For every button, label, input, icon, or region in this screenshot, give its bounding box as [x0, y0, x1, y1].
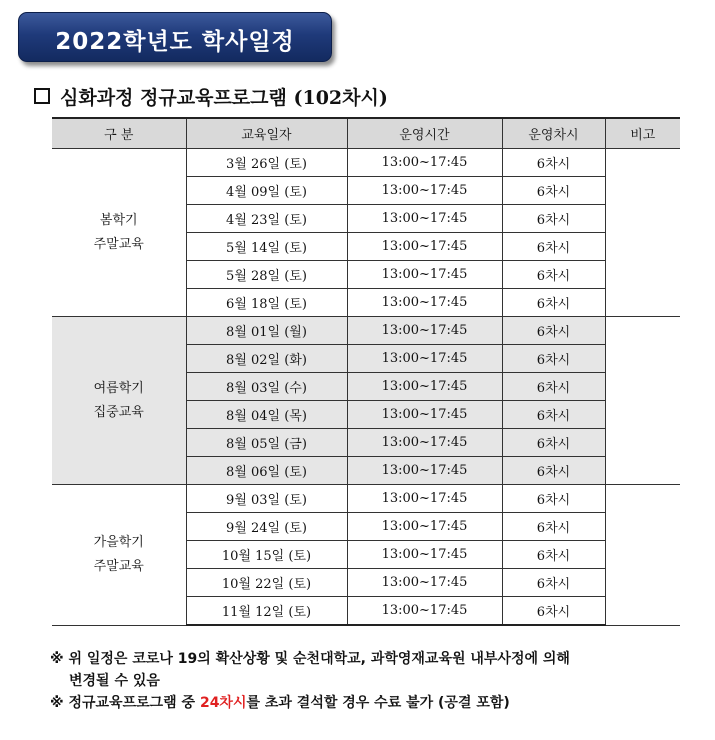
table-row — [52, 317, 680, 345]
hours-cell: 6차시 — [502, 429, 605, 457]
header-date: 교육일자 — [186, 118, 347, 149]
hours-cell: 6차시 — [502, 261, 605, 289]
note-1 — [50, 648, 700, 670]
remark-cell — [605, 149, 680, 317]
hours-cell: 6차시 — [502, 541, 605, 569]
section-heading — [34, 84, 388, 108]
hours-cell: 6차시 — [502, 401, 605, 429]
time-cell: 13:00~17:45 — [347, 429, 502, 457]
title-banner — [18, 12, 332, 62]
time-cell: 13:00~17:45 — [347, 289, 502, 317]
header-time: 운영시간 — [347, 118, 502, 149]
time-cell: 13:00~17:45 — [347, 597, 502, 626]
date-cell: 10월 15일 (토) — [186, 541, 347, 569]
hours-cell: 6차시 — [502, 485, 605, 513]
time-cell: 13:00~17:45 — [347, 177, 502, 205]
date-cell: 8월 02일 (화) — [186, 345, 347, 373]
date-cell: 4월 09일 (토) — [186, 177, 347, 205]
date-cell: 6월 18일 (토) — [186, 289, 347, 317]
time-cell: 13:00~17:45 — [347, 205, 502, 233]
banner-title: 2022학년도 학사일정 — [55, 29, 295, 55]
date-cell: 8월 05일 (금) — [186, 429, 347, 457]
date-cell: 8월 03일 (수) — [186, 373, 347, 401]
term-name: 여름학기 — [93, 380, 144, 396]
hours-cell: 6차시 — [502, 373, 605, 401]
term-cell — [52, 317, 186, 485]
remark-cell — [605, 317, 680, 485]
header-hours: 운영차시 — [502, 118, 605, 149]
time-cell: 13:00~17:45 — [347, 541, 502, 569]
time-cell: 13:00~17:45 — [347, 317, 502, 345]
note-2 — [50, 692, 700, 714]
term-type: 집중교육 — [93, 404, 144, 420]
time-cell: 13:00~17:45 — [347, 261, 502, 289]
term-cell — [52, 149, 186, 317]
hours-cell: 6차시 — [502, 457, 605, 485]
table-header-row — [52, 118, 680, 149]
hours-cell: 6차시 — [502, 205, 605, 233]
time-cell: 13:00~17:45 — [347, 485, 502, 513]
date-cell: 8월 04일 (목) — [186, 401, 347, 429]
date-cell: 3월 26일 (토) — [186, 149, 347, 177]
notes — [50, 648, 700, 714]
time-cell: 13:00~17:45 — [347, 373, 502, 401]
schedule-table — [52, 117, 680, 626]
time-cell: 13:00~17:45 — [347, 345, 502, 373]
remark-cell — [605, 485, 680, 626]
note-1-line-2: 변경될 수 있음 — [69, 673, 160, 689]
time-cell: 13:00~17:45 — [347, 149, 502, 177]
term-cell — [52, 485, 186, 626]
hours-cell: 6차시 — [502, 233, 605, 261]
hours-cell: 6차시 — [502, 289, 605, 317]
hours-cell: 6차시 — [502, 317, 605, 345]
checkbox-bullet-icon — [34, 88, 50, 104]
date-cell: 5월 28일 (토) — [186, 261, 347, 289]
hours-cell: 6차시 — [502, 177, 605, 205]
hours-cell: 6차시 — [502, 569, 605, 597]
note-1-line-1: ※ 위 일정은 코로나 19의 확산상황 및 순천대학교, 과학영재교육원 내부사정에 의해 — [50, 651, 570, 667]
time-cell: 13:00~17:45 — [347, 513, 502, 541]
time-cell: 13:00~17:45 — [347, 401, 502, 429]
table-row — [52, 149, 680, 177]
hours-cell: 6차시 — [502, 345, 605, 373]
date-cell: 4월 23일 (토) — [186, 205, 347, 233]
header-category: 구 분 — [52, 118, 186, 149]
section-title-text: 심화과정 정규교육프로그램 (102차시) — [60, 86, 388, 109]
date-cell: 11월 12일 (토) — [186, 597, 347, 626]
note-2-highlight: 24차시 — [199, 695, 247, 711]
table-row — [52, 485, 680, 513]
table-body — [52, 149, 680, 626]
hours-cell: 6차시 — [502, 149, 605, 177]
note-1-continued — [50, 670, 700, 692]
time-cell: 13:00~17:45 — [347, 233, 502, 261]
hours-cell: 6차시 — [502, 597, 605, 626]
note-2-suffix: 를 초과 결석할 경우 수료 불가 (공결 포함) — [246, 695, 510, 711]
date-cell: 8월 01일 (월) — [186, 317, 347, 345]
date-cell: 5월 14일 (토) — [186, 233, 347, 261]
hours-cell: 6차시 — [502, 513, 605, 541]
term-type: 주말교육 — [93, 236, 144, 252]
term-name: 가을학기 — [93, 534, 144, 550]
time-cell: 13:00~17:45 — [347, 569, 502, 597]
term-type: 주말교육 — [93, 558, 144, 574]
date-cell: 10월 22일 (토) — [186, 569, 347, 597]
note-2-prefix: ※ 정규교육프로그램 중 — [50, 695, 200, 711]
header-remark: 비고 — [605, 118, 680, 149]
time-cell: 13:00~17:45 — [347, 457, 502, 485]
date-cell: 9월 24일 (토) — [186, 513, 347, 541]
date-cell: 9월 03일 (토) — [186, 485, 347, 513]
date-cell: 8월 06일 (토) — [186, 457, 347, 485]
term-name: 봄학기 — [99, 212, 138, 228]
